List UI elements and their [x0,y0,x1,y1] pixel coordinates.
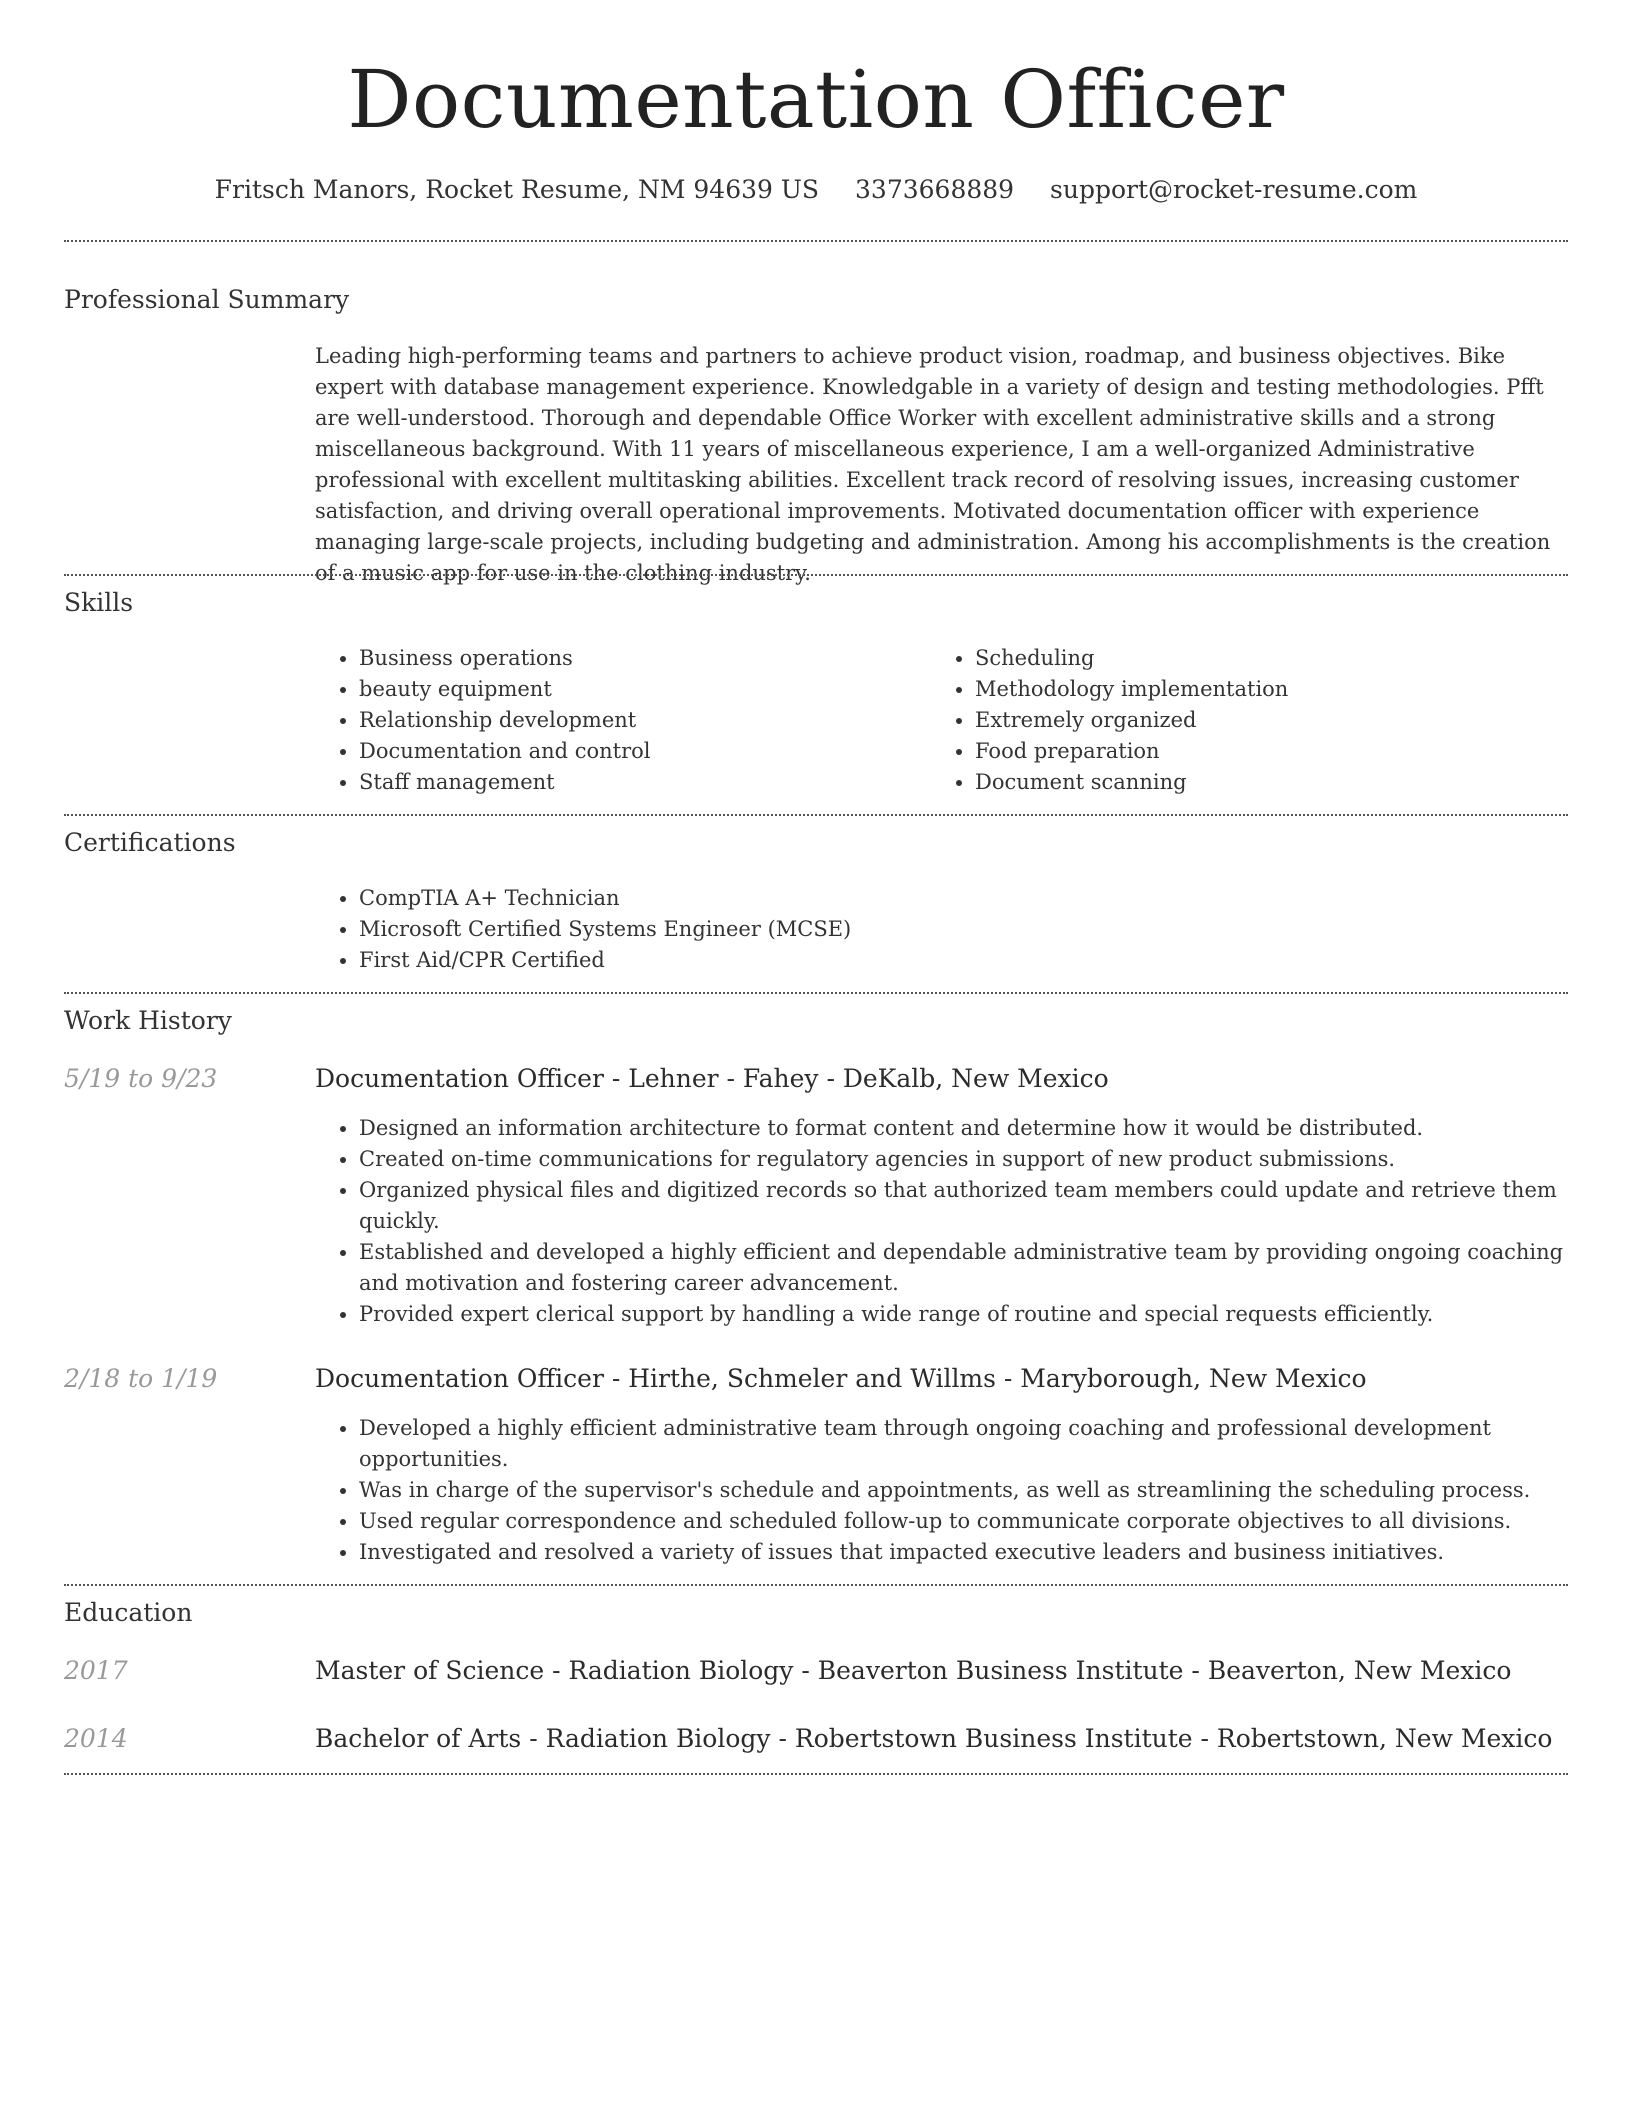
job-title: Documentation Officer - Lehner - Fahey - DeKalb, New Mexico [315,1064,1109,1093]
certifications-list [315,883,1559,976]
education-degree: Master of Science - Radiation Biology - Beaverton Business Institute - Beaverton, New Mexico [315,1656,1512,1685]
divider [64,574,1568,576]
job-bullet: • Was in charge of the supervisor's schedule and appointments, as well as streamlining the scheduling process. [359,1475,1609,1506]
divider [64,240,1568,242]
divider [64,1584,1568,1586]
job-title: Documentation Officer - Hirthe, Schmeler and Willms - Maryborough, New Mexico [315,1364,1367,1393]
skill-item: • Document scanning [975,767,1575,798]
job-dates: 5/19 to 9/23 [64,1064,218,1093]
skill-item: • Business operations [359,643,919,674]
job-bullet: • Organized physical files and digitized records so that authorized team members could update and retrieve them quickly. [359,1175,1609,1237]
job-dates: 2/18 to 1/19 [64,1364,218,1393]
skill-item: • Scheduling [975,643,1575,674]
section-heading-work: Work History [64,1006,232,1035]
job-bullet: • Developed a highly efficient administrative team through ongoing coaching and professional development opportunities. [359,1413,1609,1475]
job-bullet: • Established and developed a highly efficient and dependable administrative team by providing ongoing coaching and motivation and fostering career advancement. [359,1237,1609,1299]
job-bullet: • Investigated and resolved a variety of issues that impacted executive leaders and business initiatives. [359,1537,1609,1568]
skill-item: • Staff management [359,767,919,798]
job-bullet: • Used regular correspondence and scheduled follow-up to communicate corporate objectives to all divisions. [359,1506,1609,1537]
skills-list-right [931,643,1575,798]
section-heading-education: Education [64,1598,193,1627]
skill-item: • Methodology implementation [975,674,1575,705]
contact-phone: 3373668889 [855,175,1015,204]
education-degree: Bachelor of Arts - Radiation Biology - Robertstown Business Institute - Robertstown, New Mexico [315,1724,1553,1753]
resume-title: Documentation Officer [347,53,1285,146]
skill-item: • Relationship development [359,705,919,736]
contact-email: support@rocket-resume.com [1050,175,1418,204]
job-bullet: • Provided expert clerical support by handling a wide range of routine and special requests efficiently. [359,1299,1609,1330]
education-year: 2014 [64,1724,128,1753]
certification-item: • First Aid/CPR Certified [359,945,1559,976]
summary-text: Leading high-performing teams and partners to achieve product vision, roadmap, and business objectives. Bike expert with database management experience. Knowledgable in a variety of design and testing methodologies. Pfft are well-understood. Thorough and dependable Office Worker with excellent administrative skills and a strong miscellaneous background. With 11 years of miscellaneous experience, I am a well-organized Administrative professional with excellent multitasking abilities. Excellent track record of resolving issues, increasing customer satisfaction, and driving overall operational improvements. Motivated documentation officer with experience managing large-scale projects, including budgeting and administration. Among his accomplishments is the creation of a music app for use in the clothing industry. [315,344,1551,585]
job-bullets [315,1113,1609,1330]
certification-item: • CompTIA A+ Technician [359,883,1559,914]
divider [64,1773,1568,1775]
job-bullet: • Designed an information architecture to format content and determine how it would be distributed. [359,1113,1609,1144]
section-heading-summary: Professional Summary [64,285,350,314]
contact-address: Fritsch Manors, Rocket Resume, NM 94639 US [214,175,820,204]
contact-line [0,170,1632,210]
skill-item: • Documentation and control [359,736,919,767]
divider [64,992,1568,994]
section-heading-certifications: Certifications [64,828,236,857]
skill-item: • beauty equipment [359,674,919,705]
skill-item: • Food preparation [975,736,1575,767]
skills-list-left [315,643,919,798]
skill-item: • Extremely organized [975,705,1575,736]
certification-item: • Microsoft Certified Systems Engineer (MCSE) [359,914,1559,945]
divider [64,814,1568,816]
job-bullets [315,1413,1609,1568]
job-bullet: • Created on-time communications for regulatory agencies in support of new product submissions. [359,1144,1609,1175]
education-year: 2017 [64,1656,128,1685]
section-heading-skills: Skills [64,588,134,617]
